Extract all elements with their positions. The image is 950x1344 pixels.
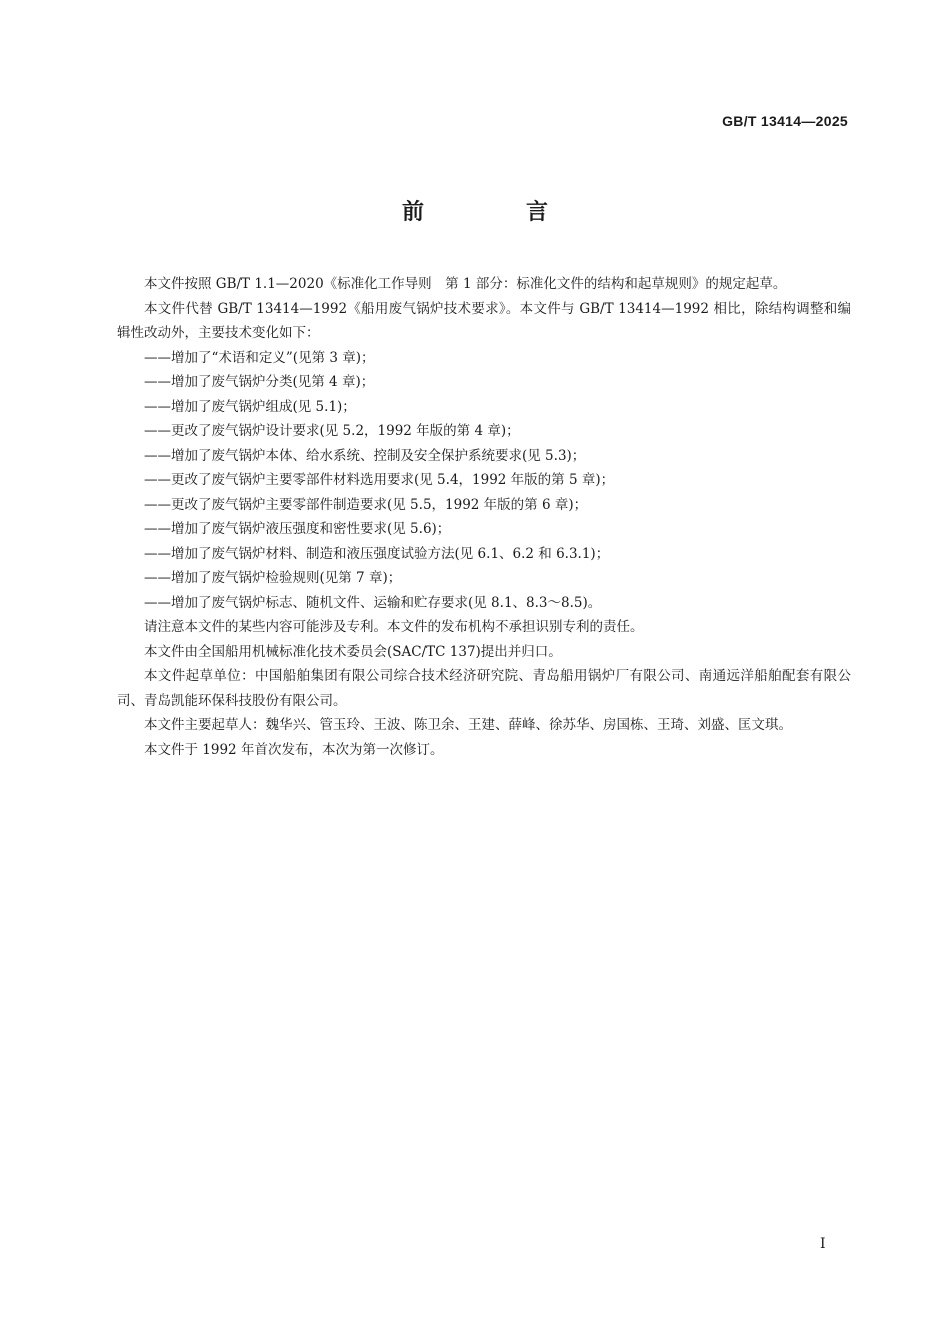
paragraph-committee: 本文件由全国船用机械标准化技术委员会(SAC/TC 137)提出并归口。 (144, 643, 562, 660)
list-item: ——更改了废气锅炉主要零部件制造要求(见 5.5，1992 年版的第 6 章)； (144, 496, 588, 513)
paragraph-drafters: 本文件主要起草人：魏华兴、管玉玲、王波、陈卫余、王建、薛峰、徐苏华、房国栋、王琦、刘盛、匡文琪。 (144, 717, 792, 733)
paragraph-history: 本文件于 1992 年首次发布，本次为第一次修订。 (144, 741, 444, 758)
page-number: I (820, 1236, 826, 1252)
paragraph-drafting-rules: 本文件按照 GB/T 1.1—2020《标准化工作导则 第 1 部分：标准化文件的结构和起草规则》的规定起草。 (144, 276, 787, 292)
list-item: ——增加了废气锅炉分类(见第 4 章)； (144, 374, 375, 390)
paragraph-drafting-units: 本文件起草单位：中国船舶集团有限公司综合技术经济研究院、青岛船用锅炉厂有限公司、南通远洋船舶配套有限公司、青岛凯能环保科技股份有限公司。 (117, 668, 851, 709)
document-number: GB/T 13414—2025 (722, 113, 848, 129)
list-item: ——更改了废气锅炉主要零部件材料选用要求(见 5.4，1992 年版的第 5 章)； (144, 472, 615, 488)
paragraph-patent-notice: 请注意本文件的某些内容可能涉及专利。本文件的发布机构不承担识别专利的责任。 (144, 619, 644, 635)
list-item: ——增加了废气锅炉液压强度和密性要求(见 5.6)； (144, 521, 451, 537)
paragraph-replacement-statement: 本文件代替 GB/T 13414—1992《船用废气锅炉技术要求》。本文件与 GB/T 13414—1992 相比，除结构调整和编辑性改动外，主要技术变化如下： (117, 300, 851, 341)
list-item: ——增加了废气锅炉材料、制造和液压强度试验方法(见 6.1、6.2 和 6.3.1)； (144, 545, 610, 562)
list-item: ——增加了废气锅炉本体、给水系统、控制及安全保护系统要求(见 5.3)； (144, 447, 586, 464)
list-item: ——增加了“术语和定义”(见第 3 章)； (144, 349, 375, 366)
technical-changes-list (117, 346, 851, 616)
list-item: ——增加了废气锅炉组成(见 5.1)； (144, 398, 356, 415)
list-item: ——更改了废气锅炉设计要求(见 5.2，1992 年版的第 4 章)； (144, 423, 520, 439)
foreword-body (117, 272, 851, 762)
list-item: ——增加了废气锅炉检验规则(见第 7 章)； (144, 570, 402, 586)
page-title: 前 言 (401, 200, 588, 225)
list-item: ——增加了废气锅炉标志、随机文件、运输和贮存要求(见 8.1、8.3～8.5)。 (144, 594, 602, 611)
